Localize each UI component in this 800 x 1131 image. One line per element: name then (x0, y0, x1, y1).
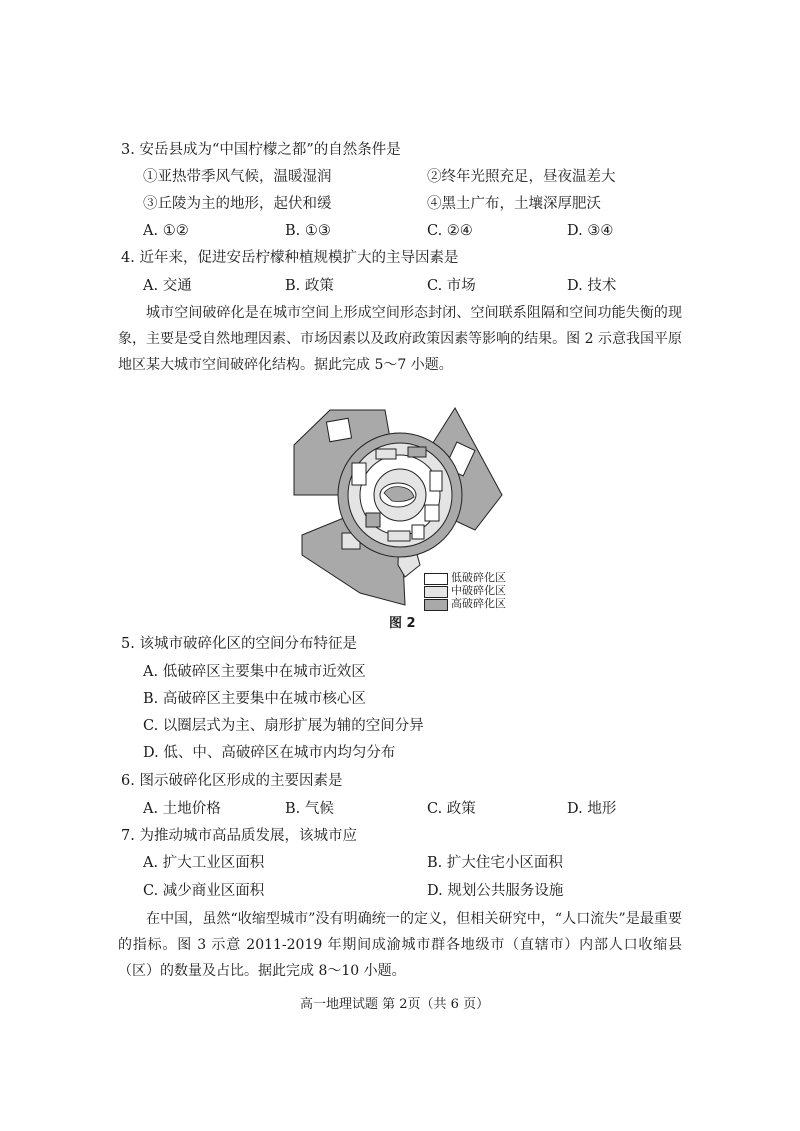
q7-option-a: A. 扩大工业区面积 (143, 855, 265, 871)
q7-option-b: B. 扩大住宅小区面积 (427, 855, 563, 871)
q3-item-2: ②终年光照充足，昼夜温差大 (427, 169, 616, 185)
q7-option-c: C. 减少商业区面积 (143, 883, 265, 899)
q5-option-a: A. 低破碎区主要集中在城市近效区 (143, 664, 366, 680)
q3-item-3: ③丘陵为主的地形，起伏和缓 (143, 196, 332, 212)
page-footer: 高一地理试题 第 2页（共 6 页） (300, 997, 490, 1012)
q4-option-d: D. 技术 (567, 278, 617, 294)
q3-stem: 3. 安岳县成为“中国柠檬之都”的自然条件是 (121, 142, 401, 158)
q4-option-b: B. 政策 (285, 278, 334, 294)
q3-option-b: B. ①③ (285, 223, 331, 239)
q6-option-c: C. 政策 (427, 801, 476, 817)
q3-option-d: D. ③④ (567, 223, 614, 239)
q7-stem: 7. 为推动城市高品质发展，该城市应 (121, 828, 357, 844)
q3-item-4: ④黑土广布，土壤深厚肥沃 (427, 196, 601, 212)
q6-option-d: D. 地形 (567, 801, 617, 817)
legend-label-high: 高破碎化区 (451, 597, 506, 610)
mid-block (376, 449, 396, 459)
q4-option-c: C. 市场 (427, 278, 476, 294)
legend-label-low: 低破碎化区 (451, 571, 506, 584)
low-block (326, 418, 351, 442)
high-block (366, 513, 380, 527)
q7-option-d: D. 规划公共服务设施 (427, 883, 564, 899)
mid-block (388, 531, 410, 541)
legend-swatch-low (424, 573, 448, 585)
high-block (408, 447, 426, 457)
q6-option-a: A. 土地价格 (143, 801, 221, 817)
legend-swatch-high (424, 599, 448, 611)
low-block (425, 505, 439, 521)
q3-option-c: C. ②④ (427, 223, 473, 239)
q5-option-d: D. 低、中、高破碎区在城市内均匀分布 (143, 745, 396, 761)
low-block (352, 463, 366, 485)
q5-option-b: B. 高破碎区主要集中在城市核心区 (143, 691, 366, 707)
passage-shrinking-cities: 在中国，虽然“收缩型城市”没有明确统一的定义，但相关研究中，“人口流失”是最重要的指标。图 3 示意 2011-2019 年期间成渝城市群各地级市（直辖市）内部人口收缩县（区）的数量及占比。据此完成 8～10 小题。 (118, 911, 682, 979)
legend-swatch-mid (424, 586, 448, 598)
passage-urban-fragmentation: 城市空间破碎化是在城市空间上形成空间形态封闭、空间联系阻隔和空间功能失衡的现象，主要是受自然地理因素、市场因素以及政府政策因素等影响的结果。图 2 示意我国平原地区某大城市空间破碎化结构。据此完成 5～7 小题。 (118, 305, 682, 373)
q5-stem: 5. 该城市破碎化区的空间分布特征是 (121, 636, 357, 652)
figure-caption: 图 2 (389, 616, 416, 631)
low-block (412, 525, 424, 539)
q6-stem: 6. 图示破碎化区形成的主要因素是 (121, 773, 343, 789)
q4-option-a: A. 交通 (143, 278, 192, 294)
q4-stem: 4. 近年来，促进安岳柠檬种植规模扩大的主导因素是 (121, 250, 459, 266)
q3-option-a: A. ①② (143, 223, 189, 239)
q6-option-b: B. 气候 (285, 801, 334, 817)
low-block (430, 471, 442, 491)
q3-item-1: ①亚热带季风气候，温暖湿润 (143, 169, 332, 185)
q5-option-c: C. 以圈层式为主、扇形扩展为辅的空间分异 (143, 718, 424, 734)
legend-label-mid: 中破碎化区 (451, 584, 506, 597)
